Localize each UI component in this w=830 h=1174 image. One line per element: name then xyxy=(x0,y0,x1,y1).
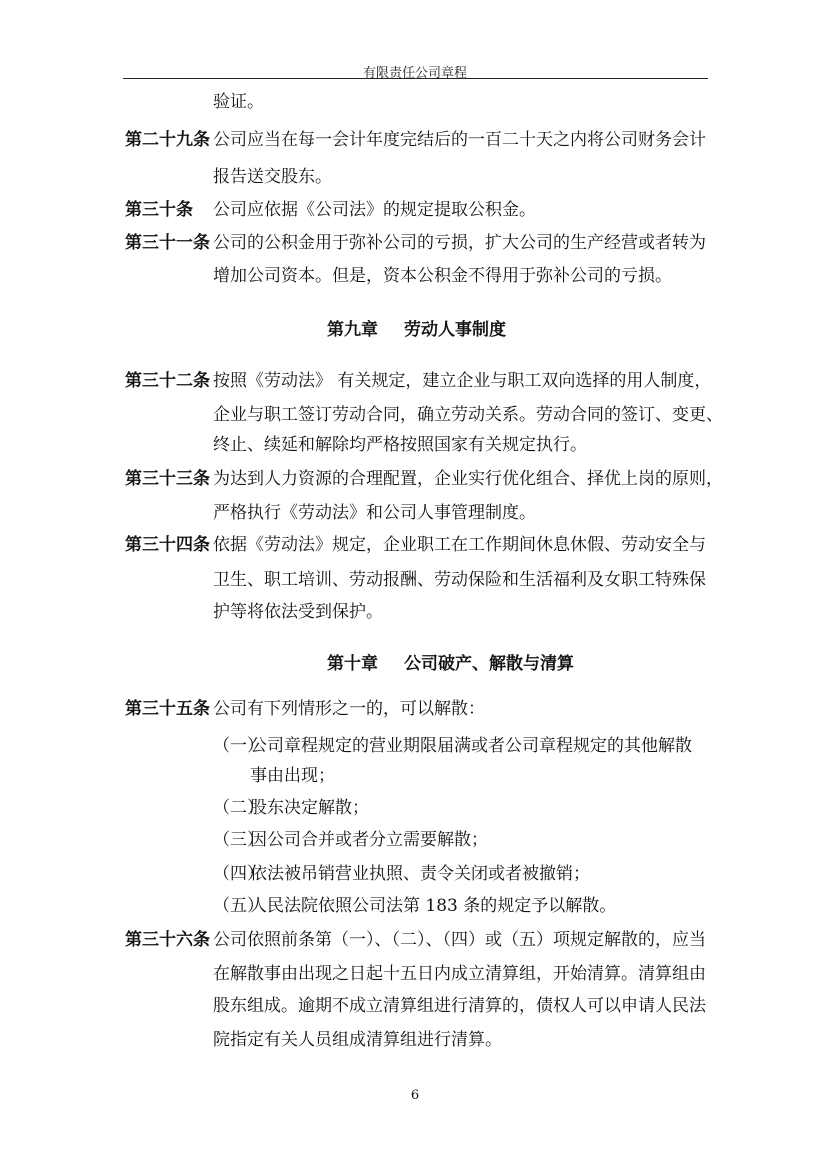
chapter-number: 第九章 xyxy=(327,320,378,340)
list-item-text: 依法被吊销营业执照、责令关闭或者被撤销； xyxy=(250,864,590,884)
list-item-text: 事由出现； xyxy=(250,766,335,786)
list-item-text: 公司章程规定的营业期限届满或者公司章程规定的其他解散 xyxy=(250,736,692,756)
article-label: 第三十四条 xyxy=(125,535,210,555)
list-item-text: 股东决定解散； xyxy=(250,798,369,818)
list-item-number: （三） xyxy=(213,830,264,850)
article-text: 报告送交股东。 xyxy=(213,167,332,187)
page-number: 6 xyxy=(410,1088,420,1103)
article-label: 第三十六条 xyxy=(125,930,210,950)
list-item-number: （五） xyxy=(213,896,264,916)
chapter-title: 公司破产、解散与清算 xyxy=(404,654,574,674)
article-label: 第三十条 xyxy=(125,200,193,220)
list-item-number: （一） xyxy=(213,736,264,756)
list-item-number: （四） xyxy=(213,864,264,884)
article-text: 为达到人力资源的合理配置，企业实行优化组合、择优上岗的原则， xyxy=(213,469,723,489)
article-text: 护等将依法受到保护。 xyxy=(213,602,383,622)
article-text: 院指定有关人员组成清算组进行清算。 xyxy=(213,1030,502,1050)
article-label: 第三十五条 xyxy=(125,699,210,719)
article-label: 第三十三条 xyxy=(125,469,210,489)
article-text: 公司应依据《公司法》的规定提取公积金。 xyxy=(213,200,536,220)
running-header: 有限责任公司章程 xyxy=(362,66,467,81)
article-text: 终止、续延和解除均严格按照国家有关规定执行。 xyxy=(213,435,587,455)
article-text: 公司依照前条第（一）、（二）、（四）或（五）项规定解散的，应当 xyxy=(213,930,706,950)
chapter-number: 第十章 xyxy=(327,654,378,674)
article-text: 公司的公积金用于弥补公司的亏损，扩大公司的生产经营或者转为 xyxy=(213,233,706,253)
continued-text: 验证。 xyxy=(213,92,264,112)
article-text: 在解散事由出现之日起十五日内成立清算组，开始清算。清算组由 xyxy=(213,964,706,984)
article-text: 依据《劳动法》规定，企业职工在工作期间休息休假、劳动安全与 xyxy=(213,535,706,555)
list-item-text: 人民法院依照公司法第 183 条的规定予以解散。 xyxy=(250,896,617,916)
article-text: 公司应当在每一会计年度完结后的一百二十天之内将公司财务会计 xyxy=(213,130,706,150)
article-text: 公司有下列情形之一的，可以解散： xyxy=(213,699,485,719)
article-text: 按照《劳动法》 有关规定，建立企业与职工双向选择的用人制度， xyxy=(213,371,712,391)
article-label: 第二十九条 xyxy=(125,130,210,150)
article-text: 增加公司资本。但是，资本公积金不得用于弥补公司的亏损。 xyxy=(213,266,672,286)
article-text: 股东组成。逾期不成立清算组进行清算的，债权人可以申请人民法 xyxy=(213,996,706,1016)
chapter-title: 劳动人事制度 xyxy=(404,320,506,340)
list-item-number: （二） xyxy=(213,798,264,818)
article-text: 企业与职工签订劳动合同，确立劳动关系。劳动合同的签订、变更、 xyxy=(213,405,723,425)
article-label: 第三十一条 xyxy=(125,233,210,253)
header-rule xyxy=(123,78,708,79)
list-item-text: 因公司合并或者分立需要解散； xyxy=(250,830,488,850)
article-text: 严格执行《劳动法》和公司人事管理制度。 xyxy=(213,503,536,523)
article-label: 第三十二条 xyxy=(125,371,210,391)
article-text: 卫生、职工培训、劳动报酬、劳动保险和生活福利及女职工特殊保 xyxy=(213,570,706,590)
